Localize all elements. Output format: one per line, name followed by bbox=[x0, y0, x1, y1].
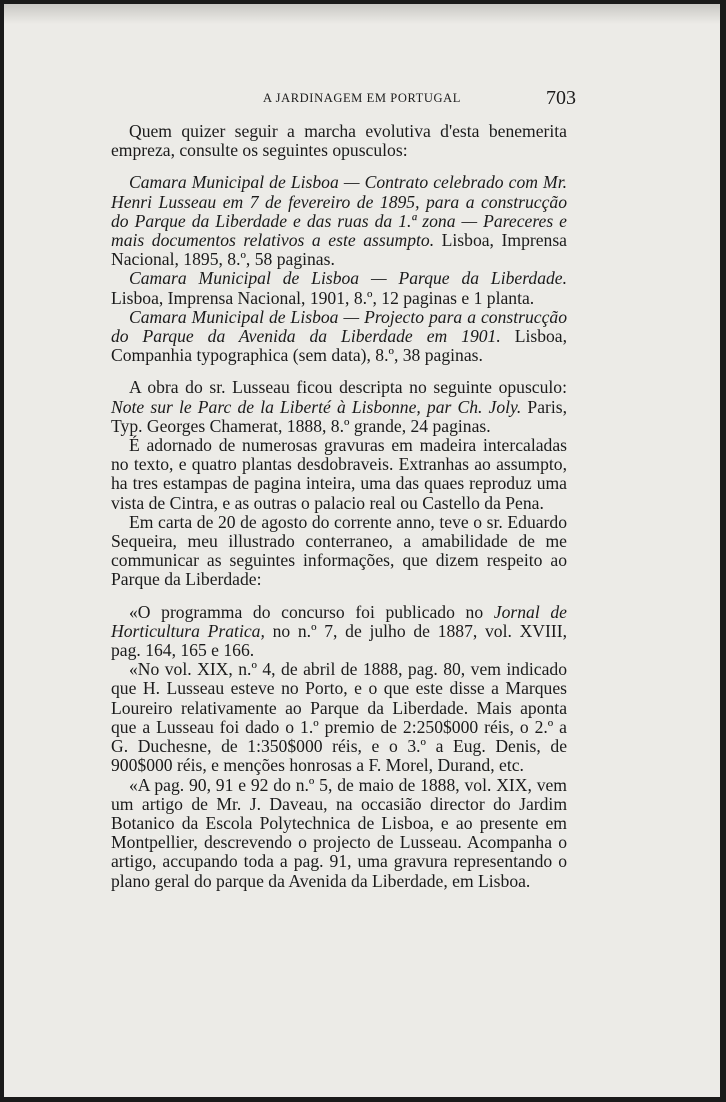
gravuras-paragraph: É adornado de numerosas gravuras em madeira intercaladas no texto, e quatro plantas desdobraveis. Extranhas ao assumpto, ha tres estampas de pagina inteira, uma das quaes reproduz uma vista de Cintra, e as outras o palacio real ou Castello da Pena. bbox=[111, 435, 567, 513]
book-page bbox=[4, 4, 720, 1097]
page-header bbox=[4, 87, 720, 111]
page-number: 703 bbox=[546, 87, 576, 109]
page-body bbox=[111, 122, 567, 891]
reference-1: Camara Municipal de Lisboa — Contrato celebrado com Mr. Henri Lusseau em 7 de fevereiro de 1895, para a construcção do Parque da Liberdade e das ruas da 1.ª zona — Pareceres e mais documentos relativos a este assumpto. Lisboa, Imprensa Nacional, 1895, 8.º, 58 paginas. bbox=[111, 172, 567, 270]
quote-vol-xix: «No vol. XIX, n.º 4, de abril de 1888, pag. 80, vem indicado que H. Lusseau esteve no Porto, e o que este disse a Marques Loureiro relativamente ao Parque da Liberdade. Mais aponta que a Lusseau foi dado o 1.º premio de 2:250$000 réis, o 2.º a G. Duchesne, de 1:350$000 réis, e o 3.º a Eug. Denis, de 900$000 réis, e menções honrosas a F. Morel, Durand, etc. bbox=[111, 659, 567, 776]
reference-2: Camara Municipal de Lisboa — Parque da Liberdade. Lisboa, Imprensa Nacional, 1901, 8.º, 12 paginas e 1 planta. bbox=[111, 268, 567, 308]
running-title: A JARDINAGEM EM PORTUGAL bbox=[262, 91, 462, 105]
reference-3: Camara Municipal de Lisboa — Projecto para a construcção do Parque da Avenida da Liberdade em 1901. Lisboa, Companhia typographica (sem data), 8.º, 38 paginas. bbox=[111, 306, 567, 366]
opusculo-paragraph: A obra do sr. Lusseau ficou descripta no seguinte opusculo: Note sur le Parc de la Liberté à Lisbonne, par Ch. Joly. Paris, Typ. Georges Chamerat, 1888, 8.º grande, 24 paginas. bbox=[111, 377, 567, 436]
intro-paragraph: Quem quizer seguir a marcha evolutiva d'esta benemerita empreza, consulte os seguintes opusculos: bbox=[111, 121, 567, 161]
carta-paragraph: Em carta de 20 de agosto do corrente anno, teve o sr. Eduardo Sequeira, meu illustrado conterraneo, a amabilidade de me communicar as seguintes informações, que dizem respeito ao Parque da Liberdade: bbox=[111, 511, 567, 590]
quote-daveau: «A pag. 90, 91 e 92 do n.º 5, de maio de 1888, vol. XIX, vem um artigo de Mr. J. Daveau, na occasião director do Jardim Botanico da Escola Polytechnica de Lisboa, e ao presente em Montpellier, descrevendo o projecto de Lusseau. Acompanha o artigo, accupando toda a pag. 91, uma gravura representando o plano geral do parque da Avenida da Liberdade, em Lisboa. bbox=[111, 774, 567, 891]
quote-programa: «O programma do concurso foi publicado no Jornal de Horticultura Pratica, no n.º 7, de julho de 1887, vol. XVIII, pag. 164, 165 e 166. bbox=[111, 601, 567, 661]
